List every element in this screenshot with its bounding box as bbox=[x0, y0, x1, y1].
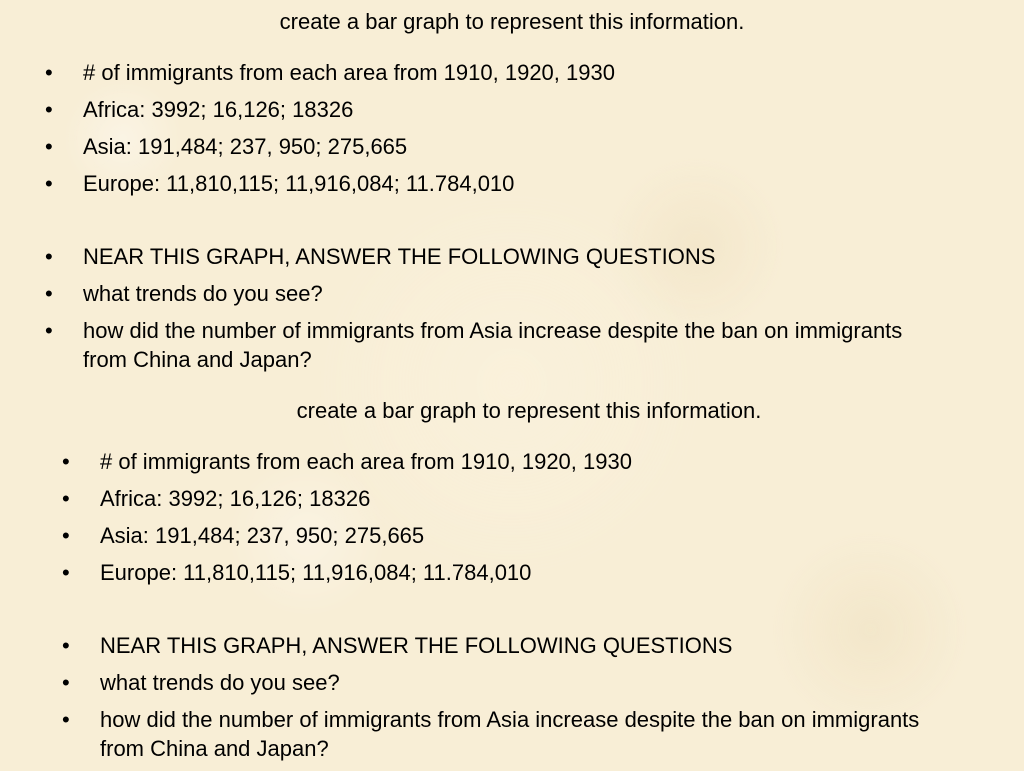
bullet-item bbox=[62, 705, 962, 763]
bullet-icon: • bbox=[45, 134, 53, 159]
slide-title: create a bar graph to represent this information. bbox=[296, 398, 762, 423]
bullet-icon: • bbox=[45, 97, 53, 122]
bullet-icon: • bbox=[45, 318, 53, 343]
bullet-text: how did the number of immigrants from Asia increase despite the ban on immigrants from China and Japan? bbox=[100, 707, 920, 761]
question-bullet-list bbox=[45, 242, 945, 382]
bullet-text: NEAR THIS GRAPH, ANSWER THE FOLLOWING QUESTIONS bbox=[83, 244, 716, 269]
bullet-icon: • bbox=[45, 281, 53, 306]
bullet-icon: • bbox=[45, 171, 53, 196]
data-bullet-list bbox=[62, 447, 962, 595]
bullet-icon: • bbox=[45, 244, 53, 269]
bullet-icon: • bbox=[62, 449, 70, 474]
bullet-icon: • bbox=[62, 707, 70, 732]
bullet-item bbox=[45, 316, 945, 374]
bullet-text: Europe: 11,810,115; 11,916,084; 11.784,010 bbox=[100, 560, 532, 585]
bullet-icon: • bbox=[62, 486, 70, 511]
bullet-icon: • bbox=[62, 633, 70, 658]
slide-title: create a bar graph to represent this information. bbox=[279, 9, 745, 34]
bullet-icon: • bbox=[62, 670, 70, 695]
bullet-text: Africa: 3992; 16,126; 18326 bbox=[100, 486, 371, 511]
bullet-item bbox=[45, 279, 945, 308]
bullet-text: what trends do you see? bbox=[83, 281, 323, 306]
bullet-text: # of immigrants from each area from 1910, 1920, 1930 bbox=[83, 60, 615, 85]
bullet-item bbox=[45, 58, 945, 87]
bullet-item bbox=[62, 668, 962, 697]
bullet-item bbox=[45, 169, 945, 198]
bullet-text: Asia: 191,484; 237, 950; 275,665 bbox=[83, 134, 408, 159]
bullet-item bbox=[62, 521, 962, 550]
bullet-text: how did the number of immigrants from Asia increase despite the ban on immigrants from China and Japan? bbox=[83, 318, 903, 372]
bullet-icon: • bbox=[45, 60, 53, 85]
bullet-item bbox=[45, 132, 945, 161]
bullet-text: # of immigrants from each area from 1910, 1920, 1930 bbox=[100, 449, 632, 474]
bullet-item bbox=[45, 242, 945, 271]
bullet-icon: • bbox=[62, 523, 70, 548]
data-bullet-list bbox=[45, 58, 945, 206]
bullet-item bbox=[62, 631, 962, 660]
bullet-text: Asia: 191,484; 237, 950; 275,665 bbox=[100, 523, 425, 548]
bullet-text: Africa: 3992; 16,126; 18326 bbox=[83, 97, 354, 122]
bullet-text: NEAR THIS GRAPH, ANSWER THE FOLLOWING QUESTIONS bbox=[100, 633, 733, 658]
question-bullet-list bbox=[62, 631, 962, 771]
bullet-text: what trends do you see? bbox=[100, 670, 340, 695]
bullet-item bbox=[62, 484, 962, 513]
bullet-item bbox=[62, 558, 962, 587]
bullet-icon: • bbox=[62, 560, 70, 585]
bullet-text: Europe: 11,810,115; 11,916,084; 11.784,010 bbox=[83, 171, 515, 196]
bullet-item bbox=[45, 95, 945, 124]
bullet-item bbox=[62, 447, 962, 476]
